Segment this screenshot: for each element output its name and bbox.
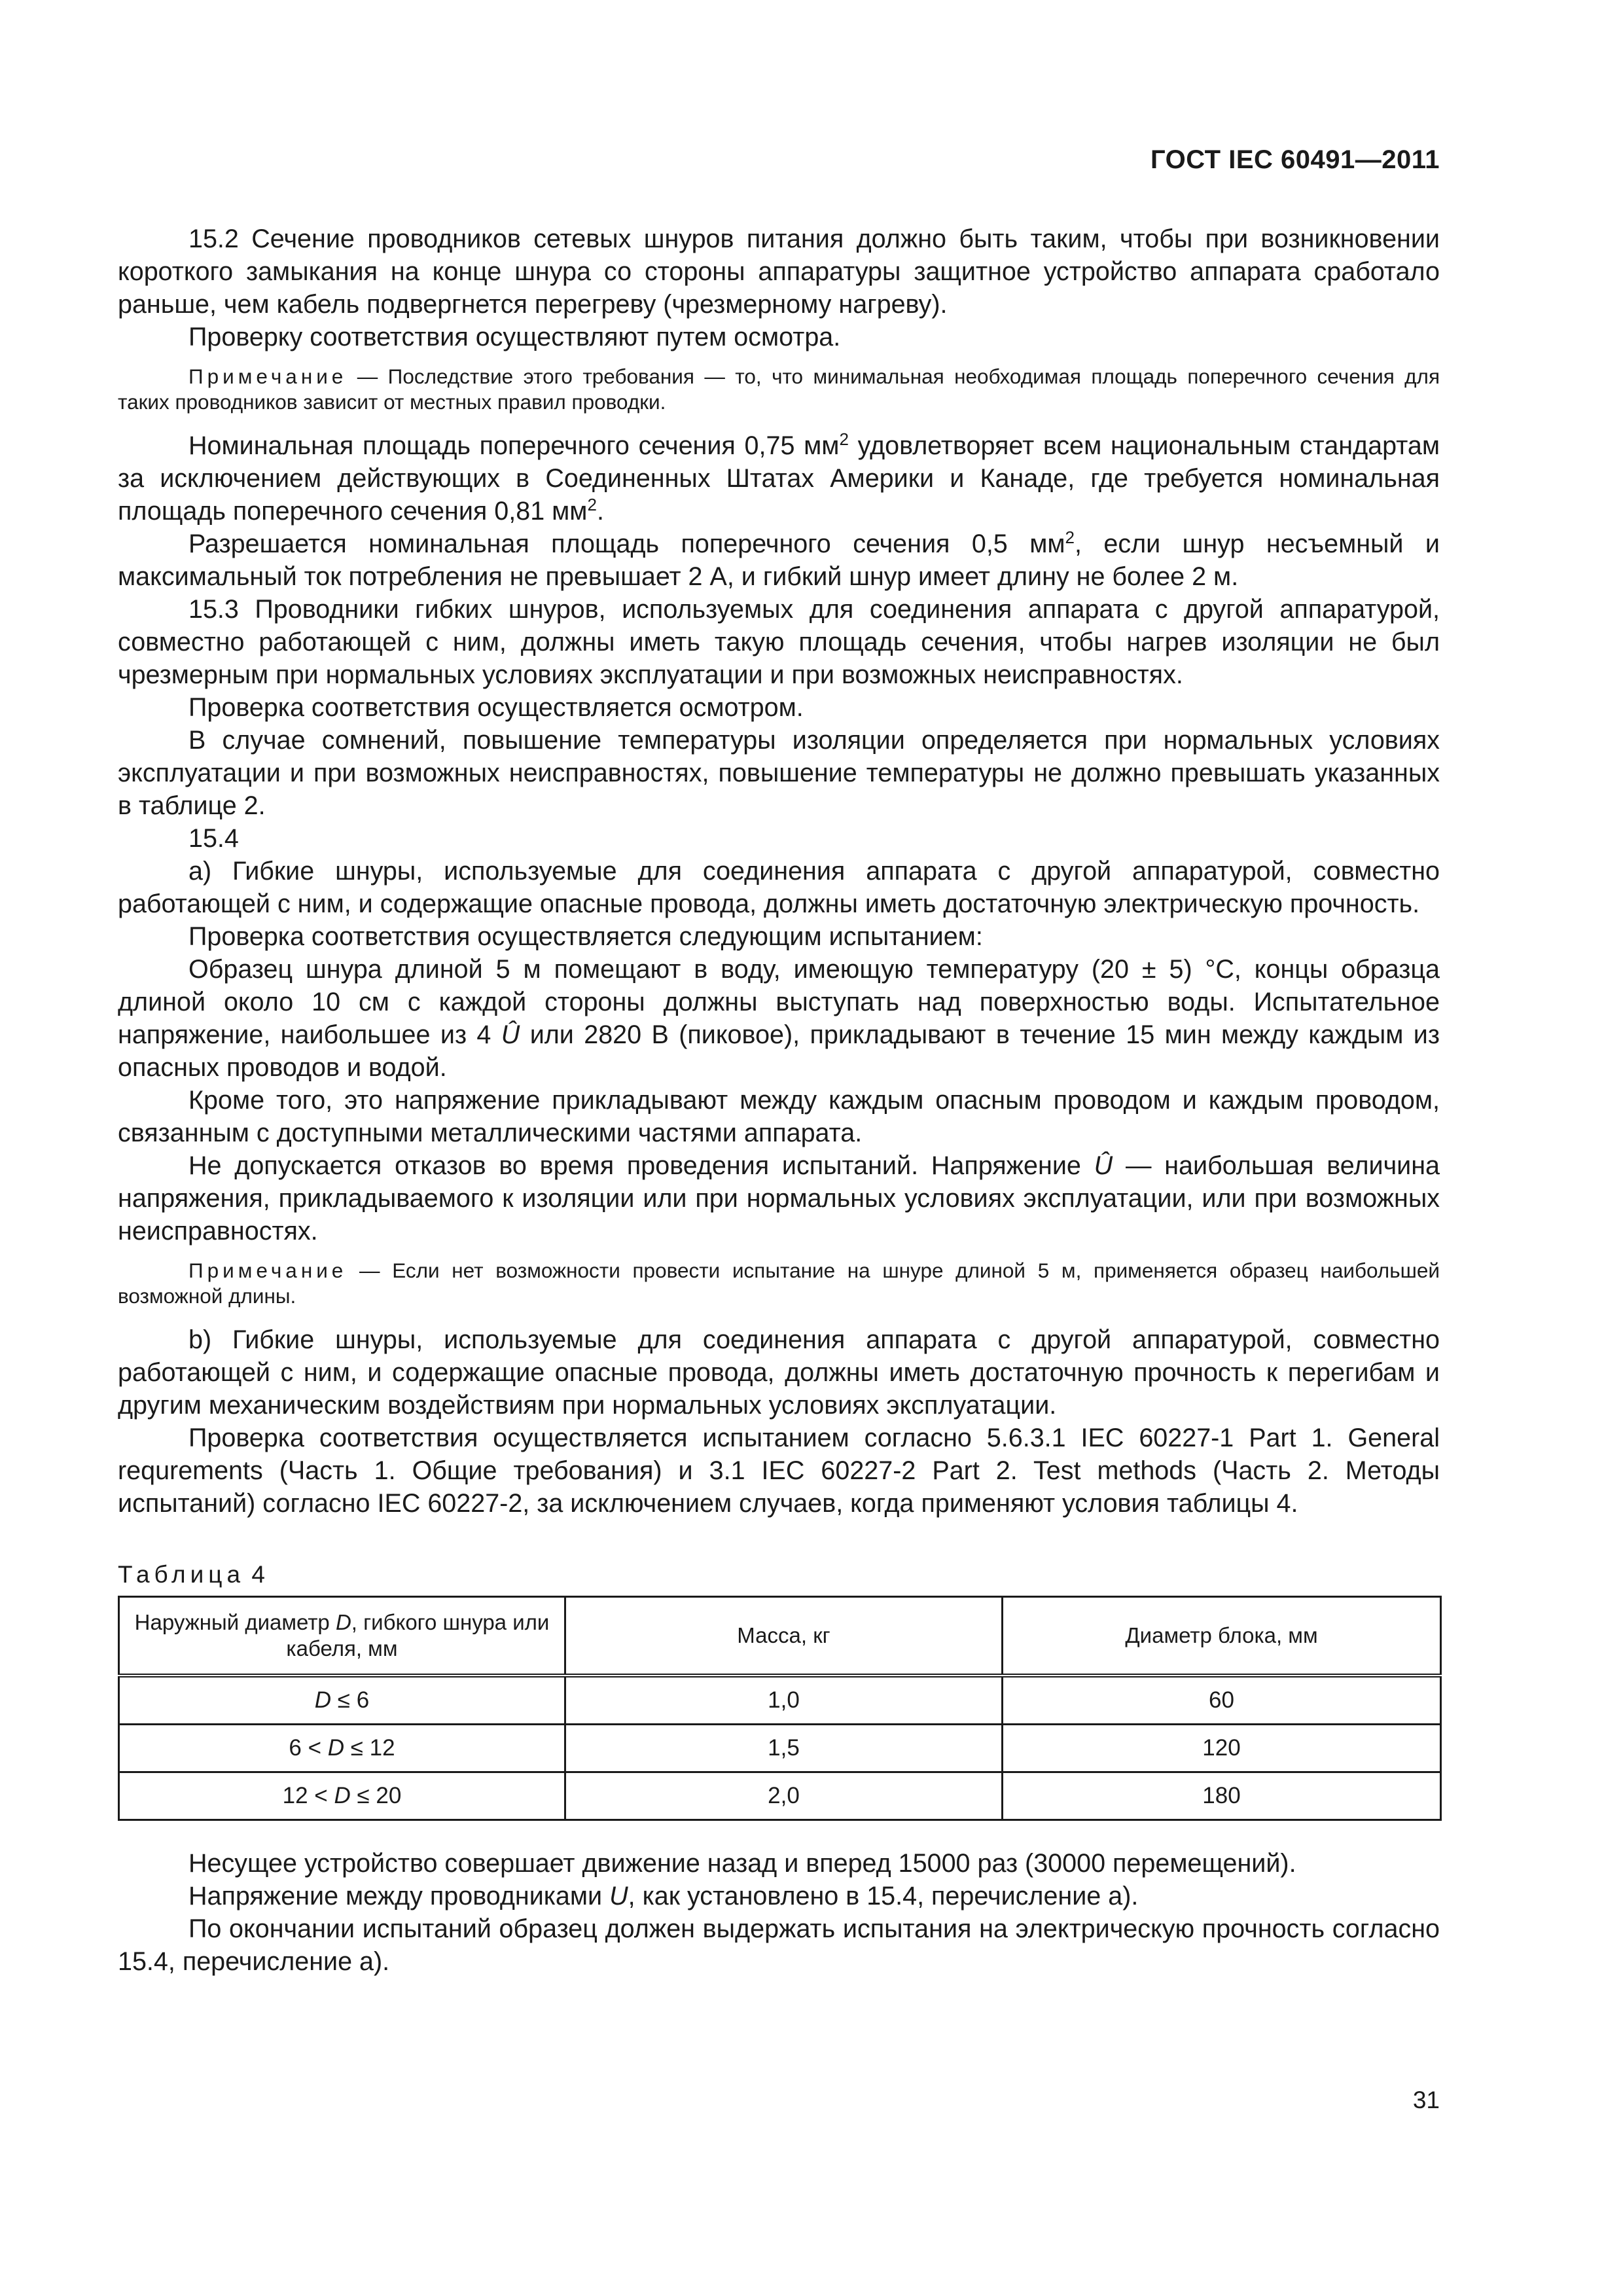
cell-outer-diameter (119, 1772, 565, 1820)
cell-block-diameter: 120 (1003, 1725, 1441, 1772)
text-run: 6 < (289, 1735, 328, 1761)
document-body (118, 223, 1440, 1978)
diameter-symbol: D (335, 1610, 351, 1634)
text-run: ≤ 12 (344, 1735, 395, 1761)
diameter-symbol: D (334, 1783, 351, 1808)
note-text: — Последствие этого требования — то, что минимальная необходимая площадь поперечного сечения для таких проводников зависит от местных правил проводки. (118, 365, 1440, 414)
table-caption-number: 4 (245, 1561, 265, 1588)
note-2 (118, 1258, 1440, 1309)
column-header-outer-diameter (119, 1597, 565, 1676)
diameter-symbol: D (314, 1687, 332, 1713)
diameter-symbol: D (327, 1735, 345, 1761)
text-run: , если шнур несъемный и максимальный ток потребления не превышает 2 А, и гибкий шнур имеет длину не более 2 м. (118, 529, 1440, 591)
superscript: 2 (587, 495, 597, 514)
text-run: , как установлено в 15.4, перечисление а). (628, 1882, 1139, 1910)
table-row (119, 1725, 1441, 1772)
cell-block-diameter: 60 (1003, 1676, 1441, 1725)
superscript: 2 (1065, 528, 1075, 547)
text-run: Наружный диаметр (134, 1610, 336, 1634)
table-row (119, 1676, 1441, 1725)
table-header-row (119, 1597, 1441, 1676)
paragraph-15-2: 15.2 Сечение проводников сетевых шнуров питания должно быть таким, чтобы при возникновении короткого замыкания на конце шнура со стороны аппаратуры защитное устройство аппарата сработало раньше, чем кабель подвергнется перегреву (чрезмерному нагреву). (118, 224, 1440, 319)
paragraph-no-failures (118, 1149, 1440, 1247)
paragraph-final-test: По окончании испытаний образец должен выдержать испытания на электрическую прочность согласно 15.4, перечисление а). (118, 1914, 1440, 1976)
paragraph-15-4-a: a) Гибкие шнуры, используемые для соединения аппарата с другой аппаратурой, совместно работающей с ним, и содержащие опасные провода, должны иметь достаточную электрическую прочность. (118, 857, 1440, 918)
page-number: 31 (1412, 2087, 1440, 2113)
text-run: Напряжение между проводниками (188, 1882, 610, 1910)
cell-block-diameter: 180 (1003, 1772, 1441, 1820)
paragraph-doubt: В случае сомнений, повышение температуры изоляции определяется при нормальных условиях эксплуатации и при возможных неисправностях, повышение температуры не должно превышать указанных в таблице 2. (118, 726, 1440, 820)
paragraph-carrier-movement: Несущее устройство совершает движение назад и вперед 15000 раз (30000 перемещений). (188, 1849, 1296, 1878)
text-run: ≤ 20 (350, 1783, 402, 1808)
table-caption-word: Таблица (118, 1561, 245, 1588)
column-header-mass: Масса, кг (565, 1597, 1003, 1676)
text-run: , гибкого шнура или кабеля, мм (286, 1610, 550, 1660)
voltage-symbol: Û (1094, 1151, 1113, 1180)
text-run: Образец шнура длиной 5 м помещают в воду, имеющую температуру (20 ± 5) °С, концы образца длиной около 10 см с каждой стороны должны выступать над поверхностью воды. Испытательное напряжение, наибольшее из 4 (118, 955, 1440, 1049)
text-run: или 2820 В (пиковое), прикладывают в течение 15 мин между каждым из опасных проводов и водой. (118, 1020, 1440, 1082)
cell-outer-diameter (119, 1725, 565, 1772)
text-run: — наибольшая величина напряжения, прикладываемого к изоляции или при нормальных условиях эксплуатации, или при возможных неисправностях. (118, 1151, 1440, 1246)
text-run: удовлетворяет всем национальным стандартам за исключением действующих в Соединенных Штатах Америки и Канаде, где требуется номинальная площадь поперечного сечения 0,81 мм (118, 431, 1440, 526)
cell-outer-diameter (119, 1676, 565, 1725)
text-run: 12 < (282, 1783, 334, 1808)
column-header-block-diameter: Диаметр блока, мм (1003, 1597, 1441, 1676)
superscript: 2 (839, 429, 849, 449)
paragraph-allowed-area (118, 528, 1440, 593)
cell-mass: 2,0 (565, 1772, 1003, 1820)
paragraph-inspection-2: Проверка соответствия осуществляется осмотром. (188, 693, 804, 722)
paragraph-test-intro: Проверка соответствия осуществляется следующим испытанием: (188, 922, 983, 951)
note-1 (118, 364, 1440, 415)
text-run: Не допускается отказов во время проведения испытаний. Напряжение (188, 1151, 1094, 1180)
table-caption (118, 1560, 1440, 1589)
table-4 (118, 1596, 1442, 1821)
cell-mass: 1,5 (565, 1725, 1003, 1772)
text-run: ≤ 6 (331, 1687, 370, 1713)
document-header-id: ГОСТ IEC 60491—2011 (1150, 145, 1440, 174)
table-row (119, 1772, 1441, 1820)
voltage-symbol: U (609, 1882, 628, 1910)
paragraph-15-3: 15.3 Проводники гибких шнуров, используемых для соединения аппарата с другой аппаратурой, совместно работающей с ним, должны иметь такую площадь сечения, чтобы нагрев изоляции не был чрезмерным при нормальных условиях эксплуатации и при возможных неисправностях. (118, 595, 1440, 689)
note-text: — Если нет возможности провести испытание на шнуре длиной 5 м, применяется образец наибольшей возможной длины. (118, 1259, 1440, 1308)
text-run: Номинальная площадь поперечного сечения 0,75 мм (188, 431, 840, 460)
document-page (118, 0, 1440, 2296)
paragraph-voltage-between-conductors (118, 1880, 1440, 1912)
voltage-symbol: Û (501, 1020, 520, 1049)
note-label: Примечание (188, 365, 348, 388)
text-run: . (596, 497, 604, 526)
paragraph-inspection: Проверку соответствия осуществляют путем осмотра. (188, 323, 841, 351)
paragraph-nominal-area (118, 429, 1440, 528)
paragraph-sample-test (118, 953, 1440, 1084)
paragraph-15-4: 15.4 (188, 824, 239, 853)
note-label: Примечание (188, 1259, 348, 1282)
text-run: Разрешается номинальная площадь поперечного сечения 0,5 мм (188, 529, 1065, 558)
paragraph-test-reference: Проверка соответствия осуществляется испытанием согласно 5.6.3.1 IEC 60227-1 Part 1. General requrements (Часть 1. Общие требования) и 3.1 IEC 60227-2 Part 2. Test methods (Часть 2. Методы испытаний) согласно IEC 60227-2, за исключением случаев, когда применяют условия таблицы 4. (118, 1424, 1440, 1518)
paragraph-additional-voltage: Кроме того, это напряжение прикладывают между каждым опасным проводом и каждым проводом, связанным с доступными металлическими частями аппарата. (118, 1086, 1440, 1147)
paragraph-15-4-b: b) Гибкие шнуры, используемые для соединения аппарата с другой аппаратурой, совместно работающей с ним, и содержащие опасные провода, должны иметь достаточную прочность к перегибам и другим механическим воздействиям при нормальных условиях эксплуатации. (118, 1325, 1440, 1420)
cell-mass: 1,0 (565, 1676, 1003, 1725)
